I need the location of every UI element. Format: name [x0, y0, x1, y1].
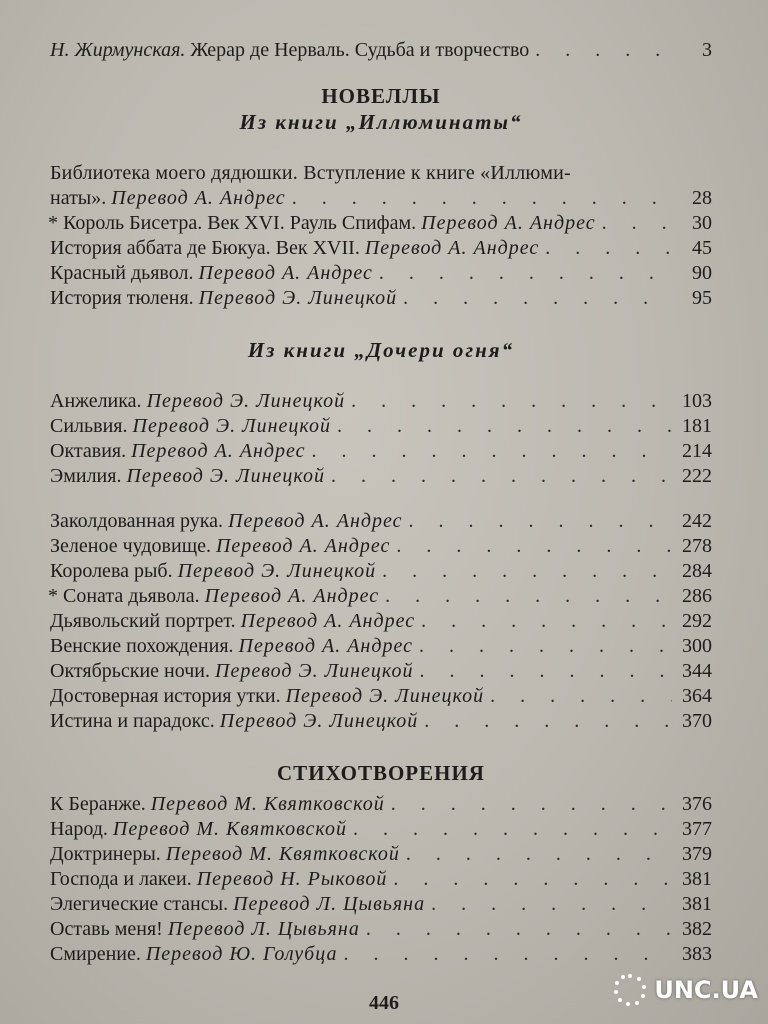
entry-translator: Перевод Э. Линецкой — [177, 560, 377, 582]
toc-entry — [50, 389, 712, 414]
intro-author: Н. Жирмунская. — [50, 39, 186, 61]
leader-dots — [312, 439, 672, 464]
entry-translator: Перевод Н. Рыковой — [196, 868, 388, 890]
entry-title: Эмилия. — [50, 465, 122, 487]
entry-translator: Перевод А. Андрес — [215, 535, 391, 557]
toc-entry — [50, 559, 712, 584]
entry-translator: Перевод А. Андрес — [111, 187, 286, 209]
leader-dots — [431, 892, 672, 917]
entry-translator: Перевод Э. Линецкой — [132, 415, 332, 437]
entry-title: Смирение. — [50, 943, 141, 965]
entry-translator: Перевод Э. Линецкой — [219, 710, 419, 732]
leader-dots — [379, 261, 672, 286]
watermark — [612, 972, 758, 1008]
page-number: 382 — [682, 918, 712, 940]
entry-translator: Перевод Э. Линецкой — [146, 390, 346, 412]
entry-translator: Перевод М. Квятковской — [165, 843, 400, 865]
page-number: 376 — [682, 793, 712, 815]
page-number: 292 — [682, 610, 712, 632]
section-heading-poems: СТИХОТВОРЕНИЯ — [277, 761, 485, 785]
toc-entry — [50, 236, 712, 261]
leader-dots — [343, 942, 672, 967]
entry-title: Соната дьявола. — [63, 585, 200, 607]
leader-dots — [403, 286, 672, 311]
leader-dots — [292, 186, 672, 211]
toc-entry — [50, 709, 712, 734]
entry-translator: Перевод Э. Линецкой — [198, 287, 398, 309]
leader-dots — [337, 414, 672, 439]
asterisk-mark: * — [48, 212, 58, 234]
page-number: 103 — [682, 390, 712, 412]
toc-entry — [50, 917, 712, 942]
page-number: 284 — [682, 560, 712, 582]
watermark-text: UNC.UA — [654, 976, 758, 1004]
page-number: 222 — [682, 465, 712, 487]
table-of-contents — [50, 38, 712, 967]
entry-title: Сильвия. — [50, 415, 128, 437]
page-number: 181 — [682, 415, 712, 437]
leader-dots — [602, 211, 672, 236]
toc-entry — [50, 534, 712, 559]
entry-title: Истина и парадокс. — [50, 710, 215, 732]
leader-dots — [535, 38, 672, 63]
toc-entry — [50, 261, 712, 286]
entry-translator: Перевод А. Андрес — [228, 510, 403, 532]
page-number: 364 — [682, 685, 712, 707]
leader-dots — [366, 917, 672, 942]
entry-title: Зеленое чудовище. — [50, 535, 211, 557]
entry-translator: Перевод Э. Линецкой — [285, 685, 485, 707]
entry-translator: Перевод Э. Линецкой — [126, 465, 325, 487]
subheading-daughters-of-fire: Из книги „Дочери огня“ — [247, 338, 515, 362]
toc-entry — [50, 942, 712, 967]
page-number: 383 — [682, 943, 712, 965]
leader-dots — [353, 817, 672, 842]
entry-translator: Перевод А. Андрес — [364, 237, 540, 259]
entry-title: История аббата де Бюкуа. Век XVII. — [50, 237, 360, 259]
toc-entry — [50, 634, 712, 659]
page-number: 30 — [692, 212, 712, 234]
leader-dots — [351, 389, 672, 414]
page-folio: 446 — [369, 992, 399, 1014]
entry-title: Заколдованная рука. — [50, 510, 224, 532]
page-number: 300 — [682, 635, 712, 657]
entry-translator: Перевод А. Андрес — [240, 610, 416, 632]
toc-entry — [50, 892, 712, 917]
toc-entry — [48, 584, 712, 609]
leader-dots — [382, 559, 672, 584]
page-number: 45 — [692, 237, 712, 259]
toc-entry — [50, 286, 712, 311]
leader-dots — [409, 509, 673, 534]
leader-dots — [393, 867, 672, 892]
page-number: 95 — [692, 287, 712, 309]
entry-translator: Перевод А. Андрес — [238, 635, 413, 657]
toc-entry — [50, 659, 712, 684]
leader-dots — [385, 584, 672, 609]
page-number: 379 — [682, 843, 712, 865]
page-number: 377 — [682, 818, 712, 840]
entry-title: Элегические стансы. — [50, 893, 229, 915]
entry-translator: Перевод Л. Цывьяна — [167, 918, 360, 940]
entry-title: Господа и лакеи. — [50, 868, 192, 890]
toc-entry — [50, 684, 712, 709]
entry-title: Достоверная история утки. — [50, 685, 281, 707]
leader-dots — [396, 534, 672, 559]
entry-title: Дьявольский портрет. — [50, 610, 236, 632]
page-number: 28 — [692, 187, 712, 209]
entry-translator: Перевод А. Андрес — [131, 440, 306, 462]
intro-title: Жерар де Нерваль. Судьба и творчество — [190, 39, 530, 61]
leader-dots — [331, 464, 672, 489]
entry-translator: Перевод А. Андрес — [204, 585, 380, 607]
page-number: 381 — [682, 893, 712, 915]
toc-entry-intro — [50, 38, 712, 63]
entry-title: К Беранже. — [50, 793, 146, 815]
star-ring-icon — [612, 972, 648, 1008]
page-number: 286 — [682, 585, 712, 607]
page-number: 370 — [682, 710, 712, 732]
leader-dots — [490, 684, 672, 709]
page-number: 3 — [702, 39, 712, 61]
page-number: 278 — [682, 535, 712, 557]
toc-entry — [50, 867, 712, 892]
entry-title: Король Бисетра. Век XVI. Рауль Спифам. — [63, 212, 417, 234]
page-number: 242 — [682, 510, 712, 532]
page-number: 90 — [692, 262, 712, 284]
entry-title: Октавия. — [50, 440, 127, 462]
toc-entry — [50, 464, 712, 489]
entry-title: наты». — [50, 187, 107, 209]
entry-title: Оставь меня! — [50, 918, 163, 940]
entry-translator: Перевод М. Квятковской — [112, 818, 347, 840]
entry-title: Народ. — [50, 818, 108, 840]
entry-translator: Перевод Л. Цывьяна — [233, 893, 426, 915]
leader-dots — [421, 609, 672, 634]
page-number: 214 — [682, 440, 712, 462]
leader-dots — [391, 792, 672, 817]
toc-entry — [50, 792, 712, 817]
toc-entry — [50, 817, 712, 842]
page-number: 344 — [682, 660, 712, 682]
entry-title: Октябрьские ночи. — [50, 660, 210, 682]
section-heading-novels: НОВЕЛЛЫ — [321, 84, 441, 108]
entry-title: Анжелика. — [50, 390, 142, 412]
page-number: 381 — [682, 868, 712, 890]
toc-entry — [50, 439, 712, 464]
leader-dots — [419, 634, 672, 659]
leader-dots — [424, 709, 672, 734]
leader-dots — [545, 236, 672, 261]
toc-entry-first-line: Библиотека моего дядюшки. Вступление к книге «Иллюми- — [50, 162, 571, 184]
leader-dots — [420, 659, 672, 684]
asterisk-mark: * — [48, 585, 58, 607]
entry-translator: Перевод А. Андрес — [198, 262, 373, 284]
subheading-illuminati: Из книги „Иллюминаты“ — [239, 110, 523, 134]
toc-entry — [50, 186, 712, 211]
entry-title: Королева рыб. — [50, 560, 173, 582]
toc-entry — [48, 211, 712, 236]
entry-translator: Перевод Ю. Голубца — [145, 943, 338, 965]
entry-title: История тюленя. — [50, 287, 194, 309]
toc-entry — [50, 509, 712, 534]
entry-translator: Перевод А. Андрес — [421, 212, 596, 234]
entry-title: Доктринеры. — [50, 843, 161, 865]
toc-entry — [50, 842, 712, 867]
leader-dots — [406, 842, 672, 867]
entry-title: Венские похождения. — [50, 635, 234, 657]
entry-translator: Перевод М. Квятковской — [150, 793, 385, 815]
toc-entry — [50, 414, 712, 439]
entry-translator: Перевод Э. Линецкой — [215, 660, 414, 682]
toc-entry — [50, 609, 712, 634]
entry-title: Красный дьявол. — [50, 262, 194, 284]
